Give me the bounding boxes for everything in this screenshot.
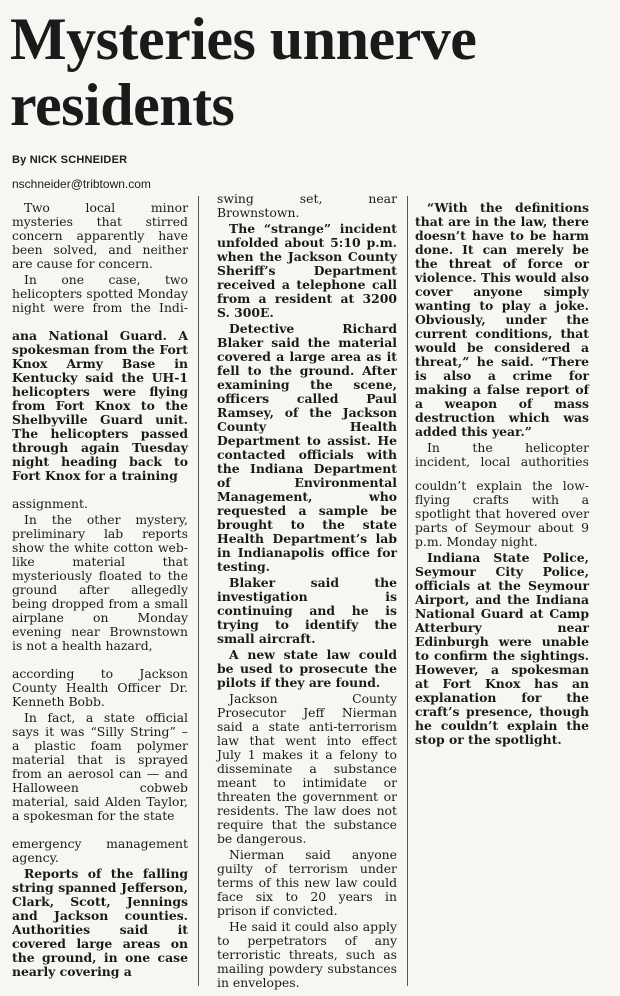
paragraph: In the helicopter incident, local authorities: [415, 440, 589, 469]
paragraph: The “strange” incident unfolded about 5:10 p.m. when the Jackson County Sheriff’s Department received a telephone call from a resident at 3200 S. 300E.: [217, 221, 397, 320]
paragraph: Reports of the falling string spanned Jefferson, Clark, Scott, Jennings and Jackson counties. Authorities said it covered large areas on the ground, in one case nearly covering a: [12, 866, 188, 979]
paragraph: Detective Richard Blaker said the material covered a large area as it fell to the ground. After examining the scene, officers called Paul Ramsey, of the Jackson County Health Department to assist. He contacted officials with the Indiana Department of Environmental Management, who requested a sample be brought to the state Health Department’s lab in Indianapolis office for testing.: [217, 321, 397, 574]
paragraph: Blaker said the investigation is continuing and he is trying to identify the small aircraft.: [217, 575, 397, 646]
paragraph: couldn’t explain the low-flying crafts with a spotlight that hovered over parts of Seymour about 9 p.m. Monday night.: [415, 478, 589, 549]
article-column-3: [415, 201, 589, 749]
paragraph: A new state law could be used to prosecute the pilots if they are found.: [217, 647, 397, 690]
paragraph: emergency management agency.: [12, 836, 188, 865]
column-rule-1: [198, 196, 199, 986]
paragraph: “With the definitions that are in the law, there doesn’t have to be harm done. It can merely be the threat of force or violence. This would also cover anyone simply wanting to play a joke. Obviously, under the current conditions, that would be considered a threat,” he said. “There is also a crime for making a false report of a weapon of mass destruction which was added this year.”: [415, 200, 589, 439]
paragraph: Two local minor mysteries that stirred concern apparently have been solved, and neither are cause for concern.: [12, 200, 188, 271]
paragraph: ana National Guard. A spokesman from the Fort Knox Army Base in Kentucky said the UH-1 helicopters were flying from Fort Knox to the Shelbyville Guard unit. The helicopters passed through again Tuesday night heading back to Fort Knox for a training: [12, 328, 188, 483]
paragraph: assignment.: [12, 496, 88, 511]
paragraph: swing set, near Brownstown.: [217, 191, 397, 220]
paragraph: In the other mystery, preliminary lab reports show the white cotton web-like material that mysteriously floated to the ground after allegedly being dropped from a small airplane on Monday evening near Brownstown is not a health hazard,: [12, 512, 188, 653]
paragraph: Indiana State Police, Seymour City Police, officials at the Seymour Airport, and the Indiana National Guard at Camp Atterbury near Edinburgh were unable to confirm the sightings. However, a spokesman at Fort Knox has an explanation for the craft’s presence, though he couldn’t explain the stop or the spotlight.: [415, 550, 589, 747]
byline: By NICK SCHNEIDER: [12, 154, 128, 166]
paragraph: according to Jackson County Health Officer Dr. Kenneth Bobb.: [12, 666, 188, 709]
article-column-1: [12, 201, 188, 981]
article-column-2: [217, 192, 397, 992]
paragraph: Nierman said anyone guilty of terrorism under terms of this new law could face six to 20 years in prison if convicted.: [217, 847, 397, 918]
paragraph: In one case, two helicopters spotted Monday night were from the Indi-: [12, 272, 188, 315]
paragraph: In fact, a state official says it was “Silly String” – a plastic foam polymer material that is sprayed from an aerosol can — and Halloween cobweb material, said Alden Taylor, a spokesman for the state: [12, 710, 188, 823]
paragraph: Jackson County Prosecutor Jeff Nierman said a state anti-terrorism law that went into effect July 1 makes it a felony to disseminate a substance meant to intimidate or threaten the government or residents. The law does not require that the substance be dangerous.: [217, 691, 397, 846]
author-email: nschneider@tribtown.com: [12, 177, 151, 191]
headline: Mysteries unnerve residents: [10, 6, 477, 138]
paragraph: He said it could also apply to perpetrators of any terroristic threats, such as mailing powdery substances in envelopes.: [217, 919, 397, 990]
column-rule-2: [407, 196, 408, 986]
